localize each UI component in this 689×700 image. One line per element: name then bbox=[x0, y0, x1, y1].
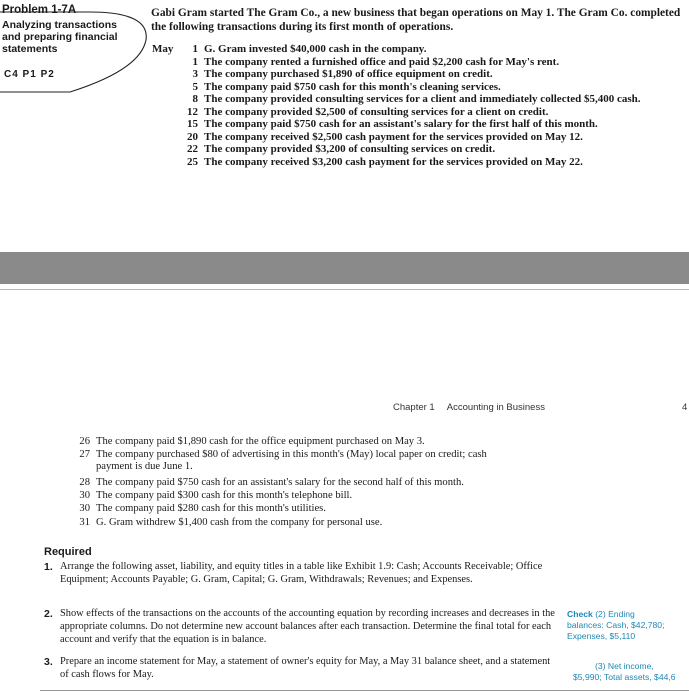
transaction-day: 25 bbox=[187, 155, 198, 168]
check-line: (3) Net income, bbox=[595, 661, 654, 671]
transaction-row bbox=[152, 131, 682, 143]
required-number: 3. bbox=[44, 656, 53, 668]
check-line: balances: Cash, $42,780; bbox=[567, 620, 665, 630]
transaction-row bbox=[68, 436, 588, 448]
transaction-text: The company paid $300 cash for this month's telephone bill. bbox=[96, 490, 353, 501]
running-header bbox=[393, 402, 545, 413]
transaction-text-continued: payment is due June 1. bbox=[96, 461, 193, 473]
transaction-row bbox=[68, 490, 588, 502]
transaction-day: 3 bbox=[192, 68, 198, 80]
transaction-day: 28 bbox=[79, 477, 90, 488]
transaction-day: 30 bbox=[79, 503, 90, 514]
transaction-text: The company paid $280 cash for this month's utilities. bbox=[96, 503, 326, 514]
transaction-text: The company received $3,200 cash payment for the services provided on May 22. bbox=[204, 155, 583, 168]
transaction-day: 30 bbox=[79, 490, 90, 501]
transaction-text: G. Gram withdrew $1,400 cash from the company for personal use. bbox=[96, 517, 383, 528]
check-note-1 bbox=[567, 609, 664, 642]
required-text: Prepare an income statement for May, a statement of owner's equity for May, a May 31 balance sheet, and a statement of cash flows for May. bbox=[60, 656, 551, 680]
transaction-text: The company paid $1,890 cash for the office equipment purchased on May 3. bbox=[96, 436, 425, 447]
transaction-text: The company paid $750 cash for this month's cleaning services. bbox=[204, 80, 501, 93]
transaction-row bbox=[68, 449, 588, 474]
transaction-day: 1 bbox=[192, 43, 198, 55]
month-label: May bbox=[152, 43, 174, 55]
required-item bbox=[44, 561, 559, 587]
transaction-day: 5 bbox=[192, 80, 198, 93]
page-divider-line bbox=[0, 289, 689, 290]
transaction-row bbox=[152, 56, 682, 68]
transaction-row bbox=[152, 68, 682, 80]
learning-objective-tags: C4 P1 P2 bbox=[4, 69, 55, 80]
required-item bbox=[44, 656, 559, 682]
transaction-row bbox=[152, 93, 682, 105]
bottom-rule bbox=[40, 690, 689, 691]
transaction-day: 26 bbox=[79, 436, 90, 447]
page-divider-band bbox=[0, 252, 689, 284]
check-line: Expenses, $5,110 bbox=[567, 631, 636, 641]
check-line: $5,990; Total assets, $44,6 bbox=[573, 672, 676, 682]
transaction-day: 15 bbox=[187, 118, 198, 130]
chapter-title: Accounting in Business bbox=[446, 402, 545, 413]
problem-subtitle-line-3: statements bbox=[2, 43, 58, 55]
transaction-text: The company received $2,500 cash payment for the services provided on May 12. bbox=[204, 130, 583, 143]
required-text: Show effects of the transactions on the accounts of the accounting equation by recording increases and decreases in the appropriate columns. Do not determine new account balances after each transaction. Determine the final total for each account and verify that the equation is in balance. bbox=[60, 608, 555, 645]
transaction-text: The company purchased $80 of advertising in this month's (May) local paper on credit; cash bbox=[96, 449, 487, 460]
transaction-row bbox=[68, 503, 588, 515]
transaction-row bbox=[68, 477, 588, 489]
problem-subtitle-line-2: and preparing financial bbox=[2, 31, 118, 43]
transaction-day: 27 bbox=[79, 449, 90, 460]
transaction-text: G. Gram invested $40,000 cash in the company. bbox=[204, 43, 427, 55]
required-item bbox=[44, 608, 559, 646]
transaction-text: The company paid $750 cash for an assistant's salary for the second half of this month. bbox=[96, 477, 464, 488]
transaction-text: The company rented a furnished office and paid $2,200 cash for May's rent. bbox=[204, 55, 560, 68]
transaction-text: The company provided $2,500 of consulting services for a client on credit. bbox=[204, 105, 549, 118]
top-page bbox=[0, 0, 689, 250]
transaction-day: 8 bbox=[192, 93, 198, 105]
transaction-text: The company provided $3,200 of consulting services on credit. bbox=[204, 143, 496, 155]
transaction-text: The company purchased $1,890 of office equipment on credit. bbox=[204, 68, 493, 80]
problem-intro: Gabi Gram started The Gram Co., a new business that began operations on May 1. The Gram Co. completed the following transactions during its first month of operations. bbox=[151, 7, 681, 33]
required-number: 1. bbox=[44, 561, 53, 573]
check-note-2 bbox=[573, 661, 676, 683]
check-label: Check bbox=[567, 609, 593, 619]
required-heading: Required bbox=[44, 546, 92, 558]
transaction-row bbox=[152, 143, 682, 155]
transaction-day: 31 bbox=[79, 517, 90, 528]
check-line: (2) Ending bbox=[595, 609, 635, 619]
transaction-text: The company paid $750 cash for an assistant's salary for the first half of this month. bbox=[204, 118, 598, 130]
transaction-day: 12 bbox=[187, 105, 198, 118]
chapter-label: Chapter 1 bbox=[393, 402, 435, 413]
problem-title: Problem 1-7A bbox=[2, 4, 77, 16]
transaction-row bbox=[152, 156, 682, 168]
transaction-text: The company provided consulting services for a client and immediately collected $5,400 cash. bbox=[204, 93, 641, 105]
transaction-row bbox=[68, 517, 588, 529]
transaction-day: 22 bbox=[187, 143, 198, 155]
page-number: 4 bbox=[682, 402, 688, 413]
transaction-row bbox=[152, 43, 682, 55]
transaction-day: 20 bbox=[187, 130, 198, 143]
required-text: Arrange the following asset, liability, and equity titles in a table like Exhibit 1.9: Cash; Accounts Receivable; Office Equipment; Accounts Payable; G. Gram, Capital; G. Gram, Withdrawals; Revenues; and Expenses. bbox=[60, 561, 543, 585]
problem-subtitle-line-1: Analyzing transactions bbox=[2, 19, 117, 31]
transaction-row bbox=[152, 118, 682, 130]
transaction-row bbox=[152, 106, 682, 118]
required-number: 2. bbox=[44, 608, 53, 620]
transaction-day: 1 bbox=[192, 55, 198, 68]
transaction-row bbox=[152, 81, 682, 93]
